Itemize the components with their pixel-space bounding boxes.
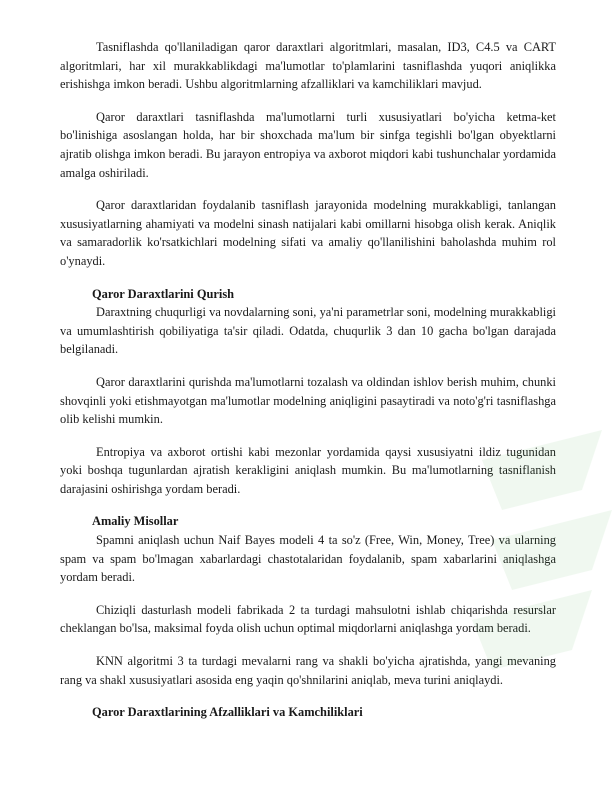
paragraph-tree-depth: Daraxtning chuqurligi va novdalarning soni, ya'ni parametrlar soni, modelning murakkabligi va umumlashtirish qobiliyatiga ta'sir qiladi. Odatda, chuqurlik 3 dan 10 gacha bo'lgan darajada belgilanadi. <box>60 305 556 357</box>
paragraph-splitting-principle: Qaror daraxtlari tasniflashda ma'lumotlarni turli xususiyatlari bo'yicha ketma-ket bo'linishiga asoslangan holda, har bir shoxchada ma'lum bir sinfga tegishli bo'lgan obyektlarni ajratib olishga imkon beradi. Bu jarayon entropiya va axborot miqdori kabi tushunchalar yordamida amalga oshiriladi. <box>60 109 556 180</box>
paragraph-data-cleaning: Qaror daraxtlarini qurishda ma'lumotlarni tozalash va oldindan ishlov berish muhim, chunki shovqinli yoki etishmayotgan ma'lumotlar modelning aniqligini pasaytiradi va noto'g'ri tasniflashga olib kelishi mumkin. <box>60 374 556 427</box>
paragraph-knn-example: KNN algoritmi 3 ta turdagi mevalarni rang va shakli bo'yicha ajratishda, yangi mevaning rang va shakl xususiyatlari asosida eng yaqin qo'shnilarini aniqlab, meva turini aniqlaydi. <box>60 654 556 687</box>
section-heading-pros-cons: Qaror Daraxtlarining Afzalliklari va Kamchiliklari <box>92 705 363 720</box>
paragraph-model-factors: Qaror daraxtlaridan foydalanib tasniflash jarayonida modelning murakkabligi, tanlangan xususiyatlarning ahamiyati va modelni sinash natijalari kabi omillarni hisobga olish kerak. Aniqlik va samaradorlik ko'rsatkichlari modelning sifati va amaliy qo'llanilishini baholashda muhim rol o'ynaydi. <box>60 198 556 268</box>
paragraph-linear-programming-example: Chiziqli dasturlash modeli fabrikada 2 ta turdagi mahsulotni ishlab chiqarishda resurslar cheklangan bo'lsa, maksimal foyda olish uchun optimal miqdorlarni aniqlashga yordam beradi. <box>60 602 556 636</box>
paragraph-algorithms-overview: Tasniflashda qo'llaniladigan qaror daraxtlari algoritmlari, masalan, ID3, C4.5 va CART algoritmlari, har xil murakkablikdagi ma'lumotlar to'plamlarini tasniflashda yuqori aniqlikka erishishga imkon beradi. Ushbu algoritmlarning afzalliklari va kamchiliklari mavjud. <box>60 40 556 92</box>
paragraph-naive-bayes-example: Spamni aniqlash uchun Naif Bayes modeli 4 ta so'z (Free, Win, Money, Tree) va ularning spam va spam bo'lmagan xabarlardagi chastotalaridan foydalanib, spam xabarlarini aniqlashga yordam beradi. <box>60 533 556 585</box>
document-page <box>60 38 556 722</box>
paragraph-entropy-criteria: Entropiya va axborot ortishi kabi mezonlar yordamida qaysi xususiyatni ildiz tugunidan yoki boshqa tugunlardan ajratish kerakligini aniqlash mumkin. Bu ma'lumotlarning tasniflanish darajasini oshirishga yordam beradi. <box>60 444 556 496</box>
section-heading-examples: Amaliy Misollar <box>92 514 179 529</box>
section-heading-building: Qaror Daraxtlarini Qurish <box>92 286 235 301</box>
